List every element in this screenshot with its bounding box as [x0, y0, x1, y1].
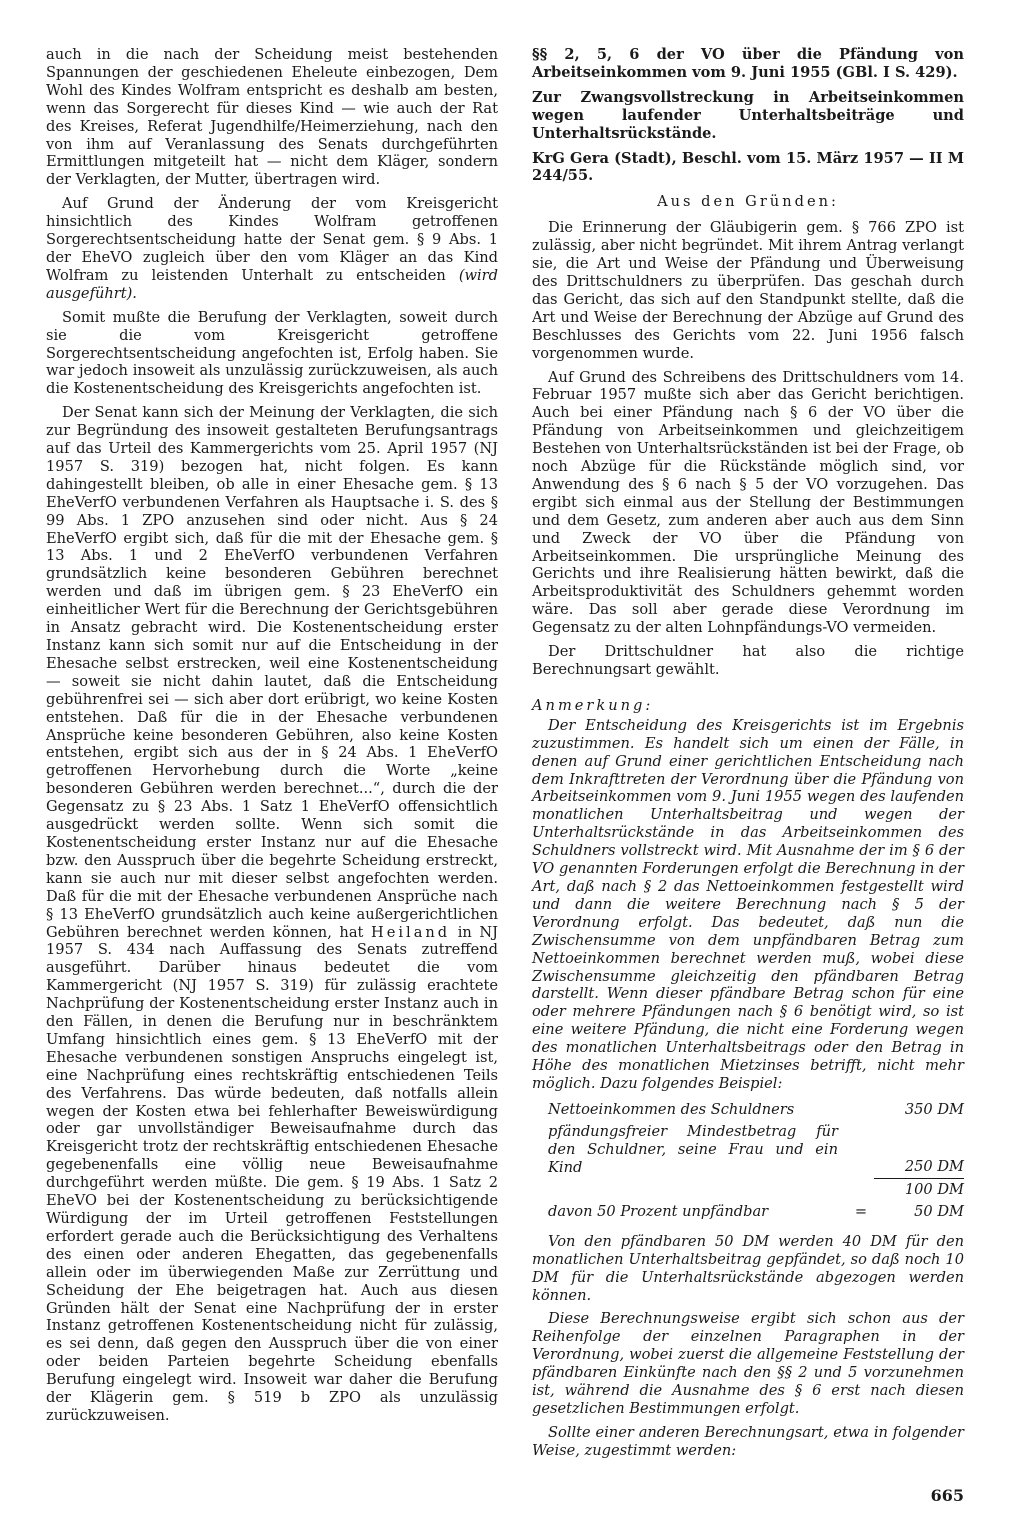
calc-row	[532, 1121, 964, 1179]
legal-reference-heading: §§ 2, 5, 6 der VO über die Pfändung von Arbeitseinkommen vom 9. Juni 1955 (GBl. I S. 429).	[532, 46, 964, 81]
calc-amount: 250 DM	[874, 1121, 964, 1179]
court-citation: KrG Gera (Stadt), Beschl. vom 15. März 1957 — II M 244/55.	[532, 149, 964, 185]
note-paragraph: Diese Berechnungsweise ergibt sich schon aus der Reihenfolge der einzelnen Paragraphen in der Verordnung, wobei zuerst die allgemeine Feststellung der pfändbaren Einkünfte nach den §§ 2 und 5 vorzunehmen ist, während die Ausnahme des § 6 erst nach diesen gesetzlichen Bestimmungen erfolgt.	[532, 1310, 964, 1417]
section-heading-reasons: Aus den Gründen:	[657, 193, 839, 211]
paragraph	[46, 404, 498, 1425]
calc-row	[532, 1178, 964, 1200]
calc-amount: 350 DM	[904, 1100, 964, 1118]
italic-remark: (wird ausgeführt).	[46, 266, 498, 302]
section-heading-note: Anmerkung:	[532, 696, 654, 714]
paragraph: auch in die nach der Scheidung meist bestehenden Spannungen der geschiedenen Eheleute einbezogen, Dem Wohl des Kindes Wolfram entspricht es deshalb am besten, wenn das Sorgerecht für dieses Kind — wie auch der Rat des Kreises, Referat Jugendhilfe/Heimerziehung, nach den von ihm auf Veranlassung des Senats durchgeführten Ermittlungen mitgeteilt hat — nicht dem Kläger, sondern der Verklagten, der Mutter, übertragen wird.	[46, 46, 498, 189]
paragraph: Somit mußte die Berufung der Verklagten, soweit durch sie die vom Kreisgericht getroffene Sorgerechtsentscheidung angefochten ist, Erfolg haben. Sie war jedoch insoweit als unzulässig zurückzuweisen, als auch die Kostenentscheidung des Kreisgerichts angefochten ist.	[46, 308, 498, 398]
calc-label: pfändungsfreier Mindestbetrag für den Schuldner, seine Frau und ein Kind	[548, 1122, 838, 1176]
paragraph: Auf Grund des Schreibens des Drittschuldners vom 14. Februar 1957 mußte sich aber das Gericht berichtigen. Auch bei einer Pfändung nach § 6 der VO über die Pfändung von Arbeitseinkommen und gleichzeitigem Bestehen von Unterhaltsrückständen ist bei der Frage, ob noch Abzüge für die Rückstände möglich sind, vor Anwendung des § 6 nach § 5 der VO vorzugehen. Das ergibt sich einmal aus der Stellung der Bestimmungen und dem Gesetz, zum anderen aber auch aus dem Sinn und Zweck der VO über die Pfändung von Arbeitseinkommen. Die ursprüngliche Meinung des Gerichts und ihre Realisierung hätten bewirkt, daß die Arbeitsproduktivität des Schuldners gehemmt worden wäre. Das soll aber gerade diese Verordnung im Gegensatz zu der alten Lohnpfändungs-VO vermeiden.	[532, 368, 964, 637]
paragraph-text: in NJ 1957 S. 434 nach Auffassung des Senats zutreffend ausgeführt. Darüber hinaus bedeutet die vom Kammergericht (NJ 1957 S. 319) für zulässig erachtete Nachprüfung der Kostenentscheidung erster Instanz auch in den Fällen, in denen die Berufung nur in beschränktem Umfang hinsichtlich eines gem. § 13 EheVerfO mit der Ehesache verbundenen sonstigen Anspruchs eingelegt ist, eine Nachprüfung eines rechtskräftig entschiedenen Teils des Verfahrens. Das würde bedeuten, daß notfalls allein wegen der Kosten etwa bei fehlerhafter Beweiswürdigung oder gar unvollständiger Beweisaufnahme durch das Kreisgericht trotz der rechtskräftig entschiedenen Ehesache gegebenenfalls eine völlig neue Beweisaufnahme durchgeführt werden müßte. Die gem. § 19 Abs. 1 Satz 2 EheVO bei der Kostenentscheidung zu berücksichtigende Würdigung der im Urteil getroffenen Feststellungen erfordert gerade auch die Berücksichtigung des Verhaltens des einen oder anderen Ehegatten, das gegebenenfalls allein oder im überwiegenden Maße zur Zerrüttung und Scheidung der Ehe beigetragen hat. Auch aus diesen Gründen hält der Senat eine Nachprüfung der in erster Instanz getroffenen Kostenentscheidung nicht für zulässig, es sei denn, daß gegen den Ausspruch über die von einer oder beiden Parteien begehrte Scheidung ebenfalls Berufung eingelegt wird. Insoweit war daher die Berufung der Klägerin gem. § 519 b ZPO als unzulässig zurückzuweisen.	[46, 923, 499, 1424]
right-column	[532, 46, 964, 1466]
calc-label: davon 50 Prozent unpfändbar	[548, 1202, 769, 1220]
decision-topic-heading: Zur Zwangsvollstreckung in Arbeitseinkommen wegen laufender Unterhaltsbeiträge und Unterhaltsrückstände.	[532, 88, 964, 142]
calculation-example	[532, 1099, 964, 1223]
calc-operator: =	[854, 1202, 868, 1220]
paragraph	[46, 195, 498, 302]
calc-label: Nettoeinkommen des Schuldners	[548, 1100, 795, 1118]
left-column	[46, 46, 498, 1431]
calc-row	[532, 1099, 964, 1121]
note-paragraph: Von den pfändbaren 50 DM werden 40 DM für den monatlichen Unterhaltsbeitrag gepfändet, so daß noch 10 DM für die Unterhaltsrückstände abgezogen werden können.	[532, 1232, 964, 1304]
calc-amount: 50 DM	[914, 1202, 964, 1220]
calc-subtotal: 100 DM	[904, 1180, 964, 1198]
calc-row	[532, 1201, 964, 1223]
note-paragraph: Der Entscheidung des Kreisgerichts ist im Ergebnis zuzustimmen. Es handelt sich um einen der Fälle, in denen auf Grund einer gerichtlichen Entscheidung nach dem Inkrafttreten der Verordnung über die Pfändung von Arbeitseinkommen vom 9. Juni 1955 wegen des laufenden monatlichen Unterhaltsbeitrag und wegen der Unterhaltsrückstände in das Arbeitseinkommen des Schuldners vollstreckt wird. Mit Ausnahme der im § 6 der VO genannten Forderungen erfolgt die Berechnung in der Art, daß nach § 2 das Nettoeinkommen festgestellt wird und dann die weitere Berechnung nach § 5 der Verordnung erfolgt. Das bedeutet, daß nun die Zwischensumme von dem unpfändbaren Betrag zum Nettoeinkommen berechnet werden muß, wobei diese Zwischensumme gleichzeitig den pfändbaren Betrag darstellt. Wenn dieser pfändbare Betrag schon für eine oder mehrere Pfändungen nach § 6 benötigt wird, so ist eine weitere Pfändung, die nicht eine Forderung wegen des monatlichen Unterhaltsbeitrags oder den Betrag in Höhe des monatlichen Mietzinses betrifft, nicht mehr möglich. Dazu folgendes Beispiel:	[532, 716, 964, 1092]
note-paragraph: Sollte einer anderen Berechnungsart, etwa in folgender Weise, zugestimmt werden:	[532, 1423, 964, 1459]
paragraph-text: Der Senat kann sich der Meinung der Verklagten, die sich zur Begründung des insoweit gestalteten Berufungsantrags auf das Urteil des Kammergerichts vom 25. April 1957 (NJ 1957 S. 319) bezogen hat, nicht folgen. Es kann dahingestellt bleiben, ob alle in einer Ehesache gem. § 13 EheVerfO verbundenen Verfahren als Hauptsache i. S. des § 99 Abs. 1 ZPO anzusehen sind oder nicht. Aus § 24 EheVerfO ergibt sich, daß für die mit der Ehesache gem. § 13 Abs. 1 und 2 EheVerfO verbundenen Verfahren grundsätzlich keine besonderen Gebühren berechnet werden und daß im übrigen gem. § 23 EheVerfO ein einheitlicher Wert für die Berechnung der Gerichtsgebühren in Ansatz gebracht wird. Die Kostenentscheidung erster Instanz kann sich somit nur auf die Entscheidung in der Ehesache selbst erstrecken, weil eine Kostenentscheidung — soweit sie nicht dahin lautet, daß die Entscheidung gebührenfrei sei — sich aber dort erübrigt, wo keine Kosten entstehen. Daß für die in der Ehesache verbundenen Ansprüche keine besonderen Gebühren, also keine Kosten entstehen, ergibt sich aus der in § 24 Abs. 1 EheVerfO getroffenen Hervorhebung durch die Worte „keine besonderen Gebühren werden berechnet...“, durch die der Gegensatz zu § 23 Abs. 1 Satz 1 EheVerfO offensichtlich ausgedrückt werden sollte. Wenn sich somit die Kostenentscheidung erster Instanz nur auf die Ehesache bzw. den Ausspruch über die begehrte Scheidung erstreckt, kann sie auch nur mit dieser selbst angefochten werden. Daß für die mit der Ehesache verbundenen Ansprüche nach § 13 EheVerfO grundsätzlich auch keine außergerichtlichen Gebühren berechnet werden können, hat	[46, 404, 498, 941]
paragraph-text: Auf Grund der Änderung der vom Kreisgericht hinsichtlich des Kindes Wolfram getroffenen Sorgerechtsentscheidung hatte der Senat gem. § 9 Abs. 1 der EheVO zugleich über den vom Kläger an das Kind Wolfram zu leistenden Unterhalt zu entscheiden	[46, 195, 498, 284]
page-number: 665	[930, 1486, 964, 1505]
paragraph: Die Erinnerung der Gläubigerin gem. § 766 ZPO ist zulässig, aber nicht begründet. Mit ihrem Antrag verlangt sie, die Art und Weise der Pfändung und Überweisung des Drittschuldners zu überprüfen. Das geschah durch das Gericht, das sich auf den Standpunkt stellte, daß die Art und Weise der Berechnung der Abzüge auf Grund des Beschlusses des Gerichts vom 22. Juni 1956 falsch vorgenommen wurde.	[532, 219, 964, 362]
paragraph: Der Drittschuldner hat also die richtige Berechnungsart gewählt.	[532, 643, 964, 678]
author-name: Heiland	[371, 923, 451, 941]
